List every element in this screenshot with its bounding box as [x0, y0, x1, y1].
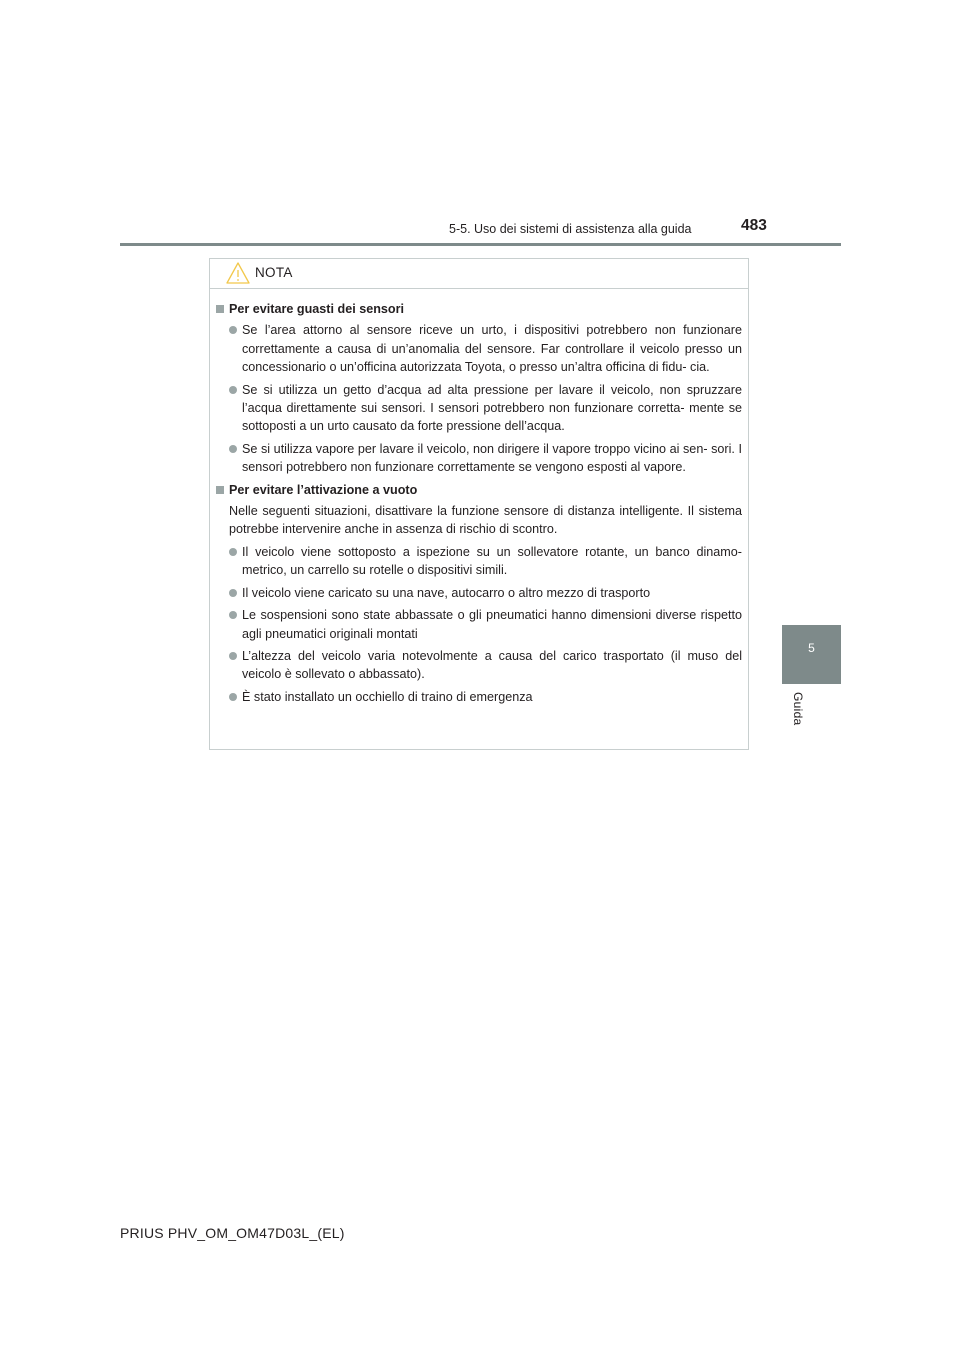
section-heading-text: Per evitare guasti dei sensori — [229, 302, 404, 316]
round-bullet-icon — [229, 611, 237, 619]
list-item-text: L’altezza del veicolo varia notevolmente a causa del carico trasportato (il muso del veicolo è sollevato o abbassato). — [242, 648, 742, 682]
square-bullet-icon — [216, 486, 224, 494]
list-item-text: È stato installato un occhiello di traino di emergenza — [242, 689, 533, 704]
chapter-tab — [782, 625, 841, 684]
section-intro: Nelle seguenti situazioni, disattivare la funzione sensore di distanza intelligente. Il sistema potrebbe intervenire anche in assenza di rischio di scontro. — [229, 504, 742, 537]
round-bullet-icon — [229, 548, 237, 556]
note-body — [210, 289, 748, 706]
round-bullet-icon — [229, 652, 237, 660]
list-item — [216, 440, 742, 477]
section-heading — [216, 300, 742, 318]
round-bullet-icon — [229, 445, 237, 453]
square-bullet-icon — [216, 305, 224, 313]
section-heading — [216, 481, 742, 499]
list-item-text: Le sospensioni sono state abbassate o gli pneumatici hanno dimensioni diverse rispetto agli pneumatici originali montati — [242, 608, 742, 641]
note-box — [209, 258, 749, 750]
header-rule — [120, 243, 841, 246]
list-item-text: Se si utilizza un getto d’acqua ad alta pressione per lavare il veicolo, non spruzzare l’acqua direttamente sui sensori. I sensori potrebbero non funzionare corretta- mente se sottoposti a un urto causato da forte pressione dell’acqua. — [242, 382, 742, 434]
note-header — [210, 259, 748, 289]
list-item — [216, 647, 742, 684]
note-title: NOTA — [255, 265, 293, 280]
round-bullet-icon — [229, 693, 237, 701]
list-item-text: Se si utilizza vapore per lavare il veicolo, non dirigere il vapore troppo vicino ai sen- sori. I sensori potrebbero non funzionare correttamente se vengono esposti al vapore. — [242, 441, 742, 475]
list-item — [216, 381, 742, 436]
round-bullet-icon — [229, 589, 237, 597]
warning-triangle-icon — [225, 261, 251, 285]
list-item-text: Il veicolo viene sottoposto a ispezione su un sollevatore rotante, un banco dinamo- metrico, un carrello su rotelle o dispositivi simili. — [242, 544, 742, 578]
list-item — [216, 584, 742, 602]
page-number: 483 — [741, 217, 767, 234]
list-item — [216, 543, 742, 580]
round-bullet-icon — [229, 326, 237, 334]
document-code: PRIUS PHV_OM_OM47D03L_(EL) — [120, 1225, 345, 1241]
chapter-name: Guida — [791, 692, 805, 726]
round-bullet-icon — [229, 386, 237, 394]
section-title: 5-5. Uso dei sistemi di assistenza alla guida — [449, 222, 692, 236]
list-item-text: Il veicolo viene caricato su una nave, autocarro o altro mezzo di trasporto — [242, 585, 651, 600]
list-item — [216, 606, 742, 643]
list-item — [216, 688, 742, 706]
list-item — [216, 321, 742, 376]
list-item-text: Se l’area attorno al sensore riceve un urto, i dispositivi potrebbero non funzionare correttamente a causa di un’anomalia del sensore. Far controllare il veicolo presso un concessionario o un’officina autorizzata Toyota, o presso un’altra officina di fidu- cia. — [242, 323, 742, 375]
section-heading-text: Per evitare l’attivazione a vuoto — [229, 482, 418, 497]
chapter-number: 5 — [808, 641, 815, 655]
